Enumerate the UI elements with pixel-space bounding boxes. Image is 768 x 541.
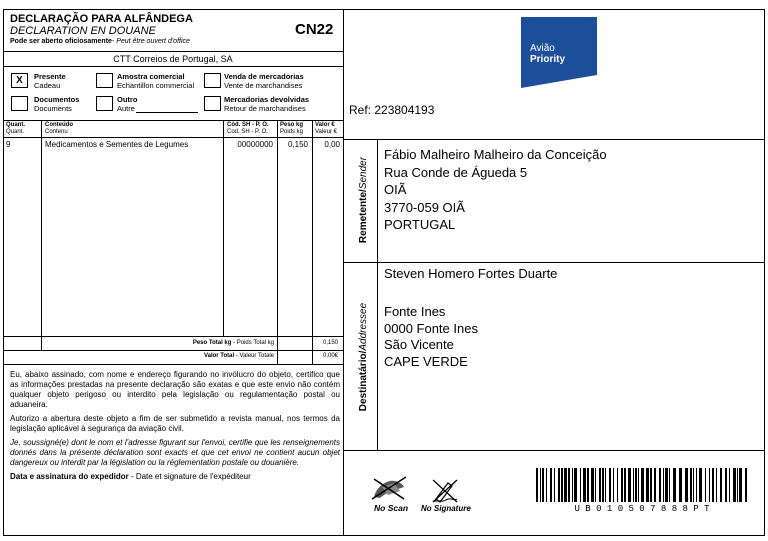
barcode-bar — [628, 468, 631, 502]
table-row-code: 00000000 — [237, 140, 273, 149]
barcode-bar — [621, 468, 623, 502]
barcode-bar — [542, 468, 544, 502]
recipient-address — [384, 304, 478, 370]
table-col-line — [277, 120, 278, 364]
barcode-bar — [572, 468, 573, 502]
form-code: CN22 — [295, 21, 334, 38]
sender-company: CTT Correios de Portugal, SA — [113, 54, 233, 64]
category-checkbox-amostra[interactable] — [96, 73, 113, 88]
total-weight-value: 0,150 — [322, 340, 338, 346]
sender-line: 3770-059 OIÃ — [384, 199, 465, 215]
barcode-bar — [561, 468, 563, 502]
barcode-bar — [720, 468, 722, 502]
barcode-bar — [546, 468, 547, 502]
no-signature-label: No Signature — [421, 504, 471, 513]
divider — [343, 139, 765, 140]
barcode — [536, 468, 748, 502]
center-divider — [343, 9, 344, 536]
barcode-bar — [605, 468, 606, 502]
barcode-bar — [595, 468, 596, 502]
barcode-bar — [739, 468, 742, 502]
barcode-bar — [638, 468, 639, 502]
barcode-bar — [696, 468, 697, 502]
signature-label: Data e assinatura do expedidor - Date et signature de l'expéditeur — [10, 472, 251, 481]
barcode-bar — [591, 468, 594, 502]
table-row-value: 0,00 — [324, 140, 340, 149]
form-title: DECLARAÇÃO PARA ALFÂNDEGA — [10, 13, 193, 25]
barcode-bar — [712, 468, 714, 502]
category-label: Mercadorias devolvidas Retour de marchandises — [224, 95, 310, 113]
barcode-bar — [580, 468, 581, 502]
divider — [343, 450, 765, 451]
barcode-bar — [745, 468, 747, 502]
barcode-bar — [673, 468, 676, 502]
total-value-label: Valor Total - Valeur Totale — [203, 353, 274, 359]
barcode-bar — [540, 468, 541, 502]
barcode-bar — [729, 468, 730, 502]
recipient-line: CAPE VERDE — [384, 353, 468, 369]
recipient-name: Steven Homero Fortes Duarte — [384, 266, 558, 281]
barcode-bar — [685, 468, 688, 502]
barcode-bar — [583, 468, 586, 502]
sender-line: Rua Conde de Águeda 5 — [384, 164, 528, 180]
barcode-bar — [633, 468, 634, 502]
barcode-bar — [602, 468, 604, 502]
barcode-bar — [663, 468, 664, 502]
barcode-bar — [635, 468, 637, 502]
sender-address — [384, 146, 607, 234]
divider — [3, 120, 343, 121]
category-checkbox-documentos[interactable] — [11, 96, 28, 111]
category-label: Presente Cadeau — [34, 72, 66, 90]
barcode-bar — [624, 468, 626, 502]
declaration-paragraph-pt: Eu, abaixo assinado, com nome e endereço figurando no invólucro do objeto, certifico que as informações prestadas na presente declaração são exatas e que este envio não contém qualquer objeto perigoso ou interdito pela legislação ou regulamentação postal ou aduaneira. — [10, 370, 340, 409]
table-col-line — [312, 120, 313, 364]
table-row-weight: 0,150 — [287, 140, 308, 149]
divider — [3, 137, 343, 138]
barcode-bar — [554, 468, 555, 502]
recipient-label: Destinatário/Addressee — [358, 302, 369, 412]
barcode-bar — [599, 468, 601, 502]
no-scan-label: No Scan — [374, 503, 409, 513]
barcode-bar — [550, 468, 552, 502]
divider — [3, 336, 343, 337]
barcode-bar — [646, 468, 649, 502]
barcode-bar — [737, 468, 738, 502]
total-value: 0,00€ — [322, 353, 338, 359]
no-scan-icon — [368, 473, 410, 503]
category-label: Amostra comercial Echantillon commercial — [117, 72, 195, 90]
table-header-qty: Quant. Quant. — [6, 122, 25, 135]
barcode-bars — [536, 468, 748, 502]
table-col-line — [41, 120, 42, 350]
category-checkbox-presente[interactable]: X — [11, 73, 28, 88]
table-row-content: Medicamentos e Sementes de Legumes — [45, 140, 189, 149]
recipient-line: Fonte Ines — [384, 304, 446, 319]
category-checkbox-venda[interactable] — [204, 73, 221, 88]
category-checkbox-devolvidas[interactable] — [204, 96, 221, 111]
barcode-bar — [709, 468, 710, 502]
logo-line2: Priority — [530, 54, 566, 65]
barcode-bar — [699, 468, 702, 502]
barcode-bar — [693, 468, 694, 502]
barcode-bar — [568, 468, 570, 502]
barcode-bar — [587, 468, 589, 502]
category-checkbox-outro[interactable] — [96, 96, 113, 111]
barcode-bar — [536, 468, 538, 502]
barcode-bar — [716, 468, 717, 502]
recipient-line: São Vicente — [384, 337, 454, 352]
form-title-fr: DECLARATION EN DOUANE — [10, 25, 156, 37]
category-label: Documentos Documents — [34, 95, 80, 113]
barcode-bar — [654, 468, 656, 502]
total-weight-label: Peso Total kg - Poids Total kg — [192, 340, 274, 346]
divider — [3, 350, 343, 351]
barcode-bar — [733, 468, 736, 502]
recipient-line: 0000 Fonte Ines — [384, 320, 478, 336]
table-col-line — [223, 120, 224, 336]
barcode-bar — [690, 468, 692, 502]
table-header-weight: Peso kg Poids kg — [280, 122, 304, 135]
barcode-bar — [725, 468, 727, 502]
table-header-code: Cód. SH - P. O. Cod. SH - P. O. — [227, 122, 269, 135]
declaration-paragraph-fr: Je, soussigné(e) dont le nom et l'adresse figurant sur l'envoi, certifie que les renseignements donnés dans la présente déclaration sont exacts et que cet envoi ne contient aucun objet dangereux ou interdit par la législation ou la réglementation postale ou douanière. — [10, 438, 340, 467]
divider — [3, 66, 343, 67]
barcode-bar — [641, 468, 644, 502]
barcode-bar — [609, 468, 611, 502]
barcode-bar — [669, 468, 670, 502]
reference-number: Ref: 223804193 — [349, 103, 435, 117]
barcode-bar — [558, 468, 560, 502]
aviao-priority-logo — [521, 17, 597, 88]
barcode-bar — [574, 468, 577, 502]
declaration-paragraph-auth: Autorizo a abertura deste objeto a fim de ser submetido a revista manual, nos termos da legislação aplicável à segurança da aviação civil. — [10, 414, 340, 433]
barcode-bar — [564, 468, 567, 502]
barcode-bar — [679, 468, 682, 502]
barcode-bar — [705, 468, 706, 502]
divider — [343, 262, 765, 263]
sender-line: OIÃ — [384, 182, 407, 197]
barcode-bar — [659, 468, 661, 502]
barcode-bar — [617, 468, 618, 502]
barcode-text: U B 0 1 0 5 0 7 8 8 8 P T — [574, 504, 710, 514]
sender-line: Fábio Malheiro Malheiro da Conceição — [384, 147, 607, 162]
sender-line: PORTUGAL — [384, 217, 456, 232]
barcode-bar — [650, 468, 652, 502]
declaration-text — [10, 370, 340, 482]
no-signature-icon — [430, 477, 460, 505]
divider — [3, 51, 343, 52]
category-label: Venda de mercadorias Vente de marchandises — [224, 72, 304, 90]
barcode-bar — [665, 468, 668, 502]
logo-line1: Avião — [530, 43, 555, 54]
barcode-bar — [613, 468, 614, 502]
label-column-divider — [377, 139, 378, 450]
open-note: Pode ser aberto oficiosamente- Peut être ouvert d'office — [10, 38, 190, 45]
outro-underline — [136, 112, 198, 113]
sender-label: Remetente/Sender — [358, 156, 369, 244]
table-header-content: Conteúdo Contenu — [45, 122, 73, 135]
table-row-qty: 9 — [6, 140, 11, 149]
category-label: Outro Autre — [117, 95, 138, 113]
divider — [3, 364, 343, 365]
table-header-value: Valor € Valeur € — [315, 122, 337, 135]
